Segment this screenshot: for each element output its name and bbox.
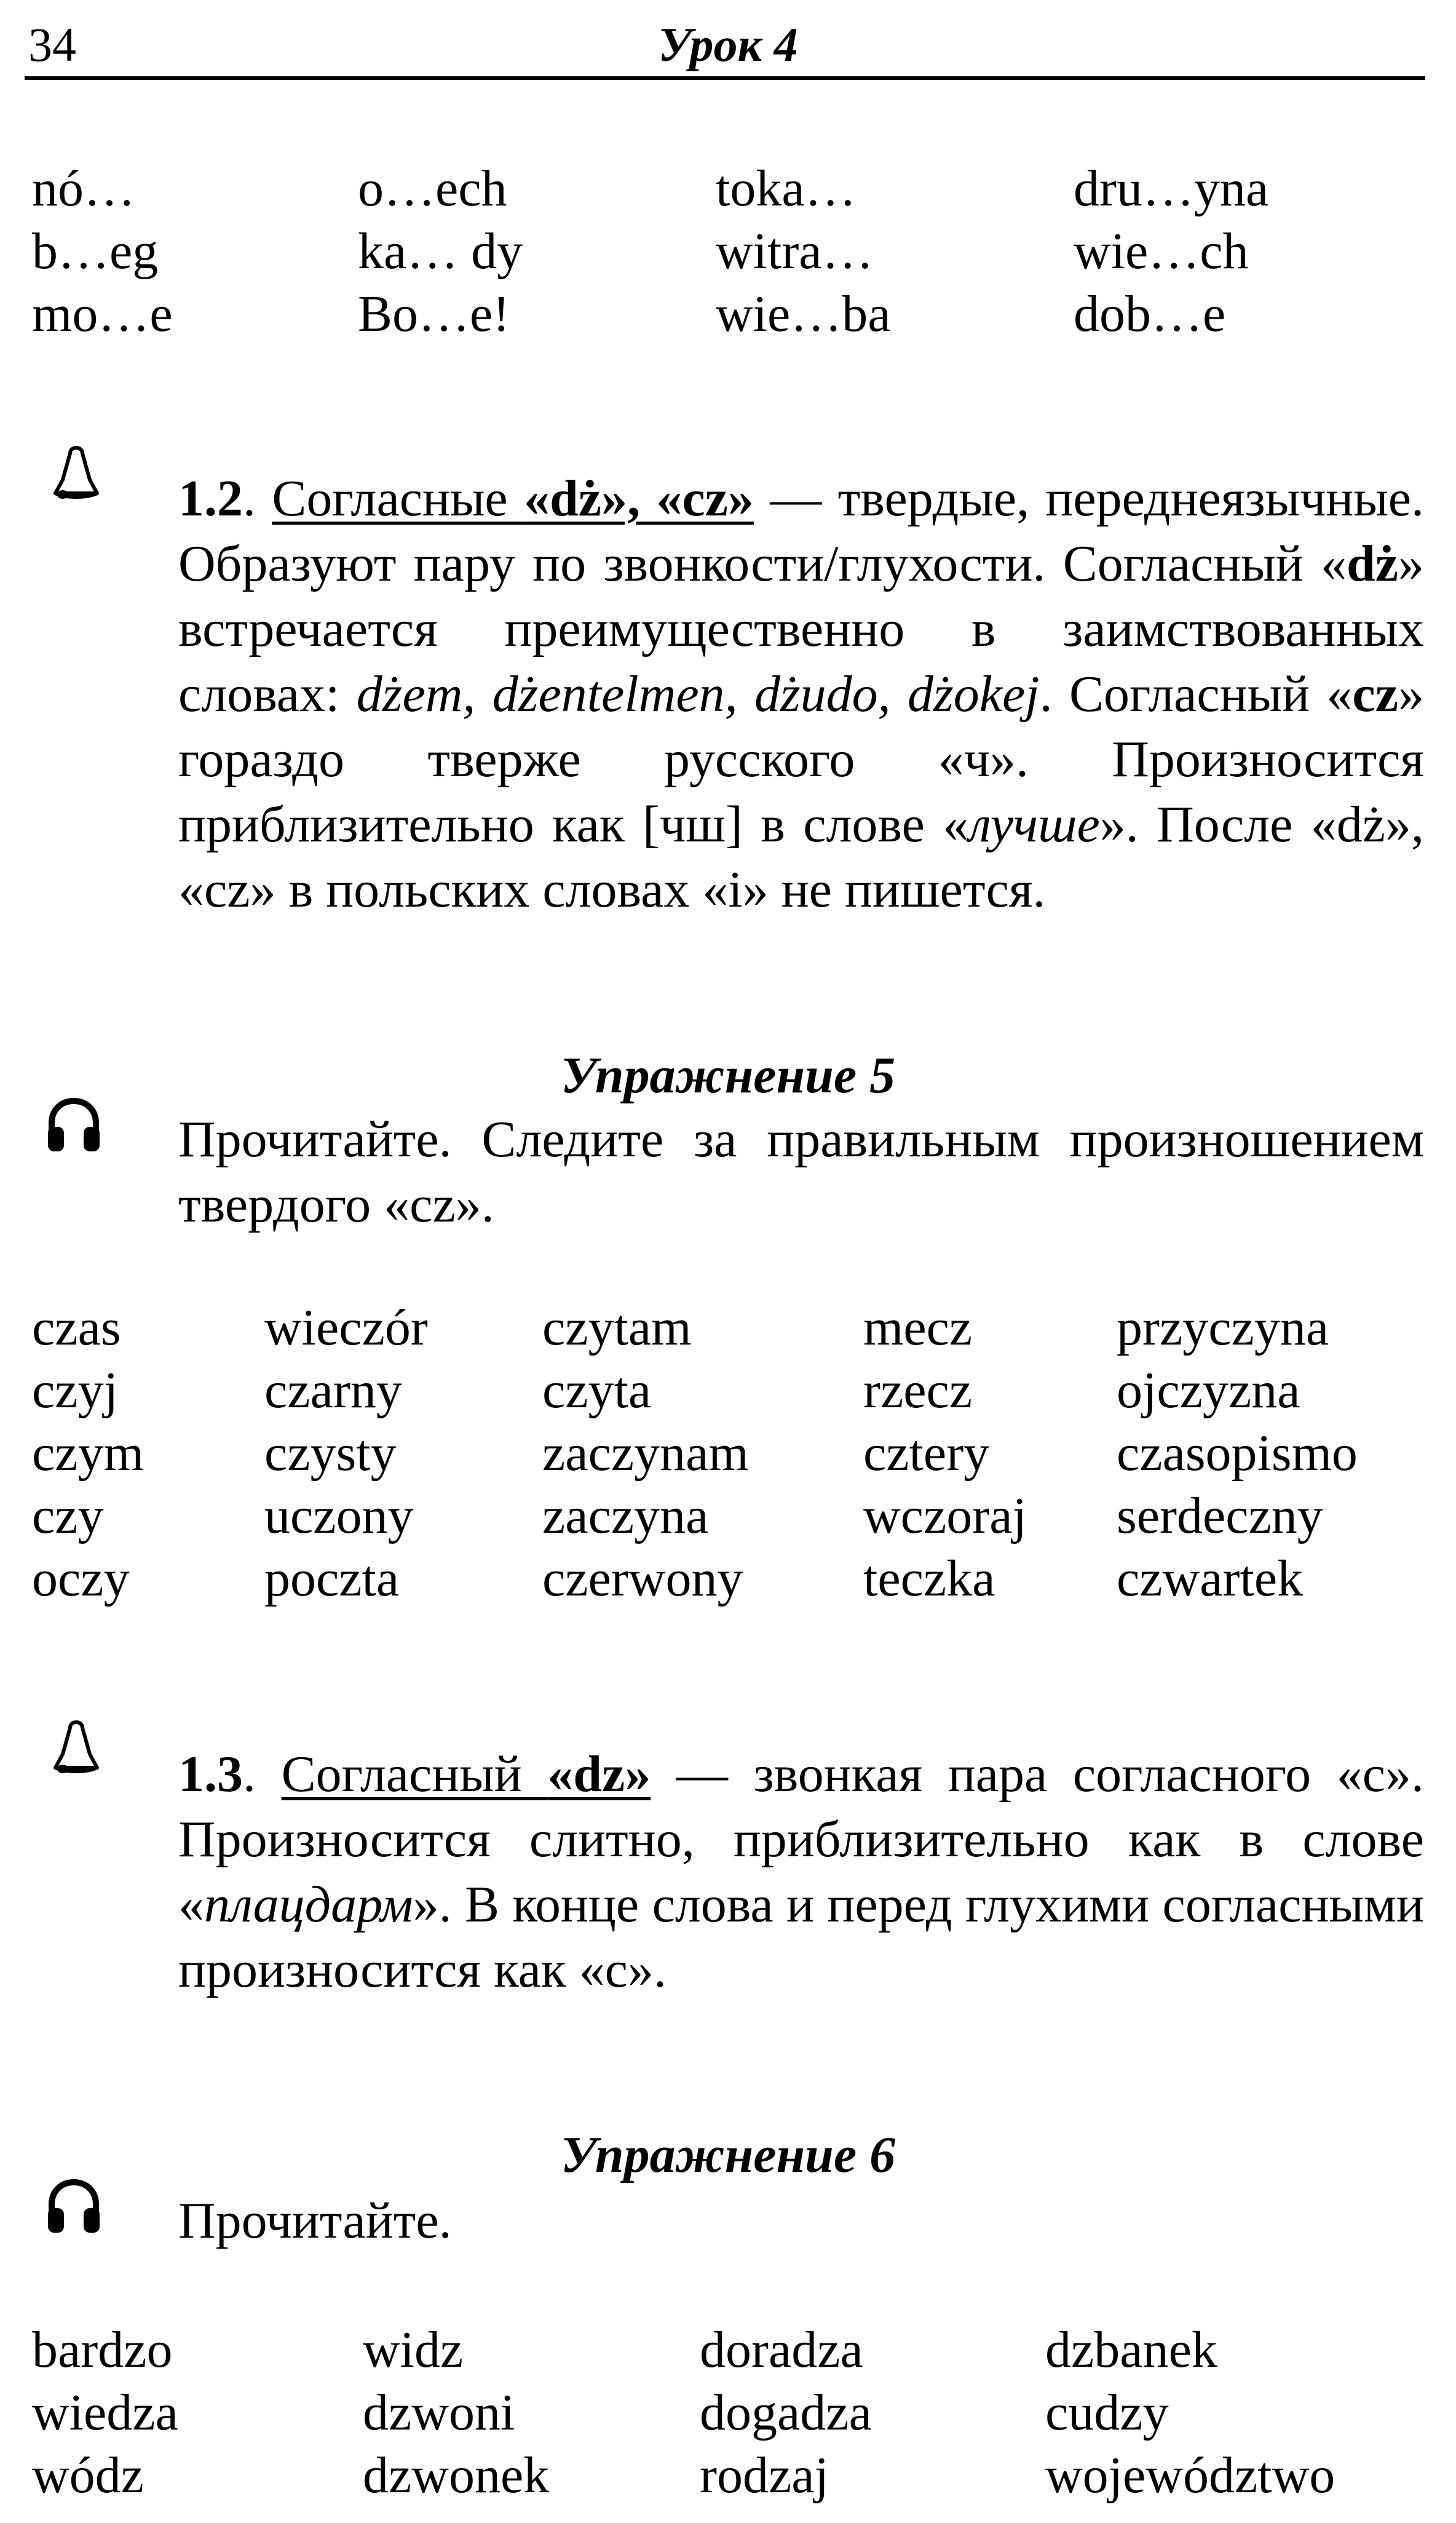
word-item: uczony	[264, 1487, 414, 1544]
rule-text: ». В конце слова и перед глухими согласными произносится как «с».	[178, 1876, 1424, 1998]
exercise-6-word-table	[32, 2319, 1414, 2507]
word-item: poczta	[264, 1550, 400, 1607]
rule-heading-text: Согласный	[281, 1746, 548, 1803]
word-item: doradza	[700, 2321, 863, 2378]
example-words: dżem, dżentelmen, dżudo, dżokej	[356, 666, 1040, 723]
word-item: województwo	[1045, 2447, 1335, 2504]
rule-1-3-paragraph	[178, 1742, 1424, 2003]
page-number: 34	[28, 18, 76, 71]
rule-text: — твердые, переднеязычные. Образуют пару по звонкости/глухости. Согласный «	[178, 470, 1424, 592]
word-item: widz	[363, 2321, 464, 2378]
word-item: czytam	[542, 1299, 692, 1356]
exercise-6-instruction: Прочитайте.	[178, 2192, 452, 2249]
rule-text: » встречается преимущественно в заимствованных словах:	[178, 535, 1424, 723]
word-item: zaczynam	[542, 1424, 749, 1482]
word-column	[264, 1297, 542, 1610]
word-item: toka…	[716, 160, 857, 217]
word-column	[1045, 2319, 1414, 2507]
header-rule	[25, 76, 1425, 80]
word-item: mecz	[863, 1299, 973, 1356]
word-item: czerwony	[542, 1550, 743, 1607]
bell-icon	[48, 444, 105, 506]
word-item: czyta	[542, 1362, 652, 1419]
word-item: ka… dy	[358, 223, 523, 280]
rule-text: » гораздо тверже русского «ч». Произносится приблизительно как [чш] в слове «	[178, 666, 1424, 853]
word-item: dzwoni	[363, 2384, 515, 2441]
word-item: przyczyna	[1117, 1299, 1329, 1356]
rule-text: .	[243, 470, 272, 527]
rule-number: 1.3	[178, 1746, 243, 1803]
rule-heading-text: Согласные	[272, 470, 524, 527]
word-item: czysty	[264, 1424, 397, 1482]
word-item: dob…e	[1074, 285, 1226, 343]
word-item: rodzaj	[700, 2447, 829, 2504]
word-item: czasopismo	[1117, 1424, 1358, 1482]
exercise-5-word-table	[32, 1297, 1424, 1610]
letter-dz-soft: dż	[1347, 535, 1398, 592]
word-item: czyj	[32, 1362, 118, 1419]
fill-in-word-table	[32, 157, 1406, 346]
word-item: wieczór	[264, 1299, 428, 1356]
word-column	[32, 1297, 264, 1610]
word-item: rzecz	[863, 1362, 973, 1419]
word-column	[863, 1297, 1117, 1610]
word-item: cudzy	[1045, 2384, 1169, 2441]
word-item: wiedza	[32, 2384, 178, 2441]
word-column	[1117, 1297, 1424, 1610]
headphones-icon	[43, 2177, 105, 2236]
exercise-6-title: Упражнение 6	[560, 2126, 896, 2183]
rule-heading	[272, 470, 754, 527]
word-item: wódz	[32, 2447, 144, 2504]
word-item: czym	[32, 1424, 144, 1482]
exercise-5-instruction: Прочитайте. Следите за правильным произношением твердого «cz».	[178, 1111, 1424, 1233]
word-item: b…eg	[32, 223, 159, 280]
word-item: wie…ch	[1074, 223, 1249, 280]
word-column	[32, 2319, 363, 2507]
word-column	[363, 2319, 700, 2507]
rule-heading-letters: «dz»	[547, 1746, 651, 1803]
word-item: serdeczny	[1117, 1487, 1323, 1544]
rule-text: . Согласный «	[1039, 666, 1353, 723]
rule-number: 1.2	[178, 470, 243, 527]
rule-heading	[282, 1746, 651, 1803]
letter-cz: cz	[1352, 666, 1398, 723]
word-item: wie…ba	[716, 285, 891, 343]
rule-text: — звонкая пара согласного «с». Произносится слитно, приблизительно как в слове «	[178, 1746, 1425, 1933]
word-item: teczka	[863, 1550, 995, 1607]
rule-text: ». После «dż», «cz» в польских словах «i» не пишется.	[178, 796, 1424, 918]
word-item: dzbanek	[1045, 2321, 1217, 2378]
word-item: bardzo	[32, 2321, 173, 2378]
word-item: o…ech	[358, 160, 507, 217]
bell-icon	[48, 1718, 105, 1780]
word-item: wczoraj	[863, 1487, 1027, 1544]
exercise-5-title: Упражнение 5	[560, 1047, 896, 1104]
word-item: witra…	[716, 223, 874, 280]
word-item: zaczyna	[542, 1487, 709, 1544]
word-item: oczy	[32, 1550, 130, 1607]
word-column	[358, 157, 716, 346]
word-item: ojczyzna	[1117, 1362, 1300, 1419]
word-item: Bo…e!	[358, 285, 510, 343]
word-item: dogadza	[700, 2384, 872, 2441]
word-item: czy	[32, 1487, 104, 1544]
rule-1-2-paragraph	[178, 466, 1424, 923]
rule-heading-letters: «dż», «cz»	[524, 470, 754, 527]
example-russian-word: плацдарм	[204, 1876, 413, 1933]
word-item: nó…	[32, 160, 135, 217]
word-item: czas	[32, 1299, 121, 1356]
word-column	[32, 157, 358, 346]
headphones-icon	[43, 1096, 105, 1155]
running-title: Урок 4	[658, 18, 798, 71]
word-item: mo…e	[32, 285, 173, 343]
word-item: czwartek	[1117, 1550, 1304, 1607]
word-item: dru…yna	[1074, 160, 1269, 217]
word-column	[542, 1297, 863, 1610]
word-column	[1074, 157, 1406, 346]
word-item: czarny	[264, 1362, 402, 1419]
word-item: cztery	[863, 1424, 990, 1482]
word-column	[716, 157, 1074, 346]
rule-text: .	[243, 1746, 282, 1803]
word-column	[700, 2319, 1045, 2507]
example-russian-word: лучше	[968, 796, 1100, 853]
word-item: dzwonek	[363, 2447, 550, 2504]
